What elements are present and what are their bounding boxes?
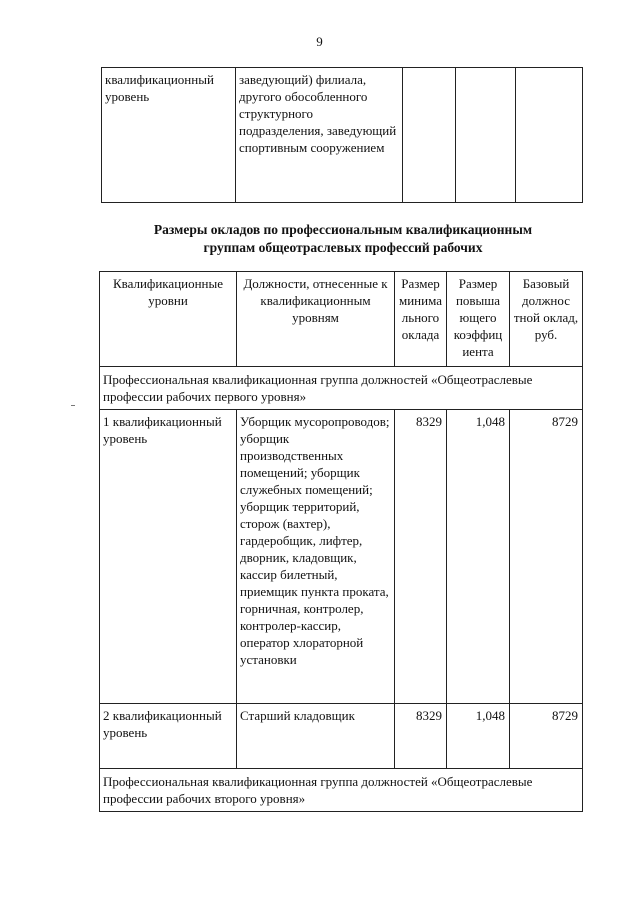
base-cell: 8729 — [510, 410, 583, 704]
group-row — [100, 367, 583, 410]
header-min-size: Размер минима льного оклада — [395, 272, 447, 367]
positions-cell: Уборщик мусоропроводов; уборщик производственных помещений; уборщик служебных помещений; уборщик территорий, сторож (вахтер), гардеробщик, лифтер, дворник, кладовщик, кассир билетный, приемщик пункта проката, горничная, контролер, контролер-кассир, оператор хлораторной установки — [237, 410, 395, 704]
empty-cell — [403, 68, 456, 203]
coef-cell: 1,048 — [447, 410, 510, 704]
coef-cell: 1,048 — [447, 704, 510, 769]
table-row — [100, 410, 583, 704]
base-cell: 8729 — [510, 704, 583, 769]
header-levels: Квалификационные уровни — [100, 272, 237, 367]
heading-line: группам общеотраслевых профессий рабочих — [203, 240, 483, 255]
group-title: Профессиональная квалификационная группа должностей «Общеотраслевые профессии рабочих первого уровня» — [100, 367, 583, 410]
level-cell: квалификационный уровень — [102, 68, 236, 203]
table-row — [102, 68, 583, 203]
level-cell: 1 квалификационный уровень — [100, 410, 237, 704]
group-title: Профессиональная квалификационная группа должностей «Общеотраслевые профессии рабочих второго уровня» — [100, 769, 583, 812]
header-row — [100, 272, 583, 367]
section-heading — [95, 221, 591, 257]
salary-table — [99, 271, 583, 812]
level-cell: 2 квалификационный уровень — [100, 704, 237, 769]
page-number: 9 — [316, 34, 323, 49]
empty-cell — [456, 68, 516, 203]
group-row — [100, 769, 583, 812]
position-cell: заведующий) филиала, другого обособленного структурного подразделения, заведующий спортивным сооружением — [236, 68, 403, 203]
header-positions: Должности, отнесенные к квалификационным уровням — [237, 272, 395, 367]
header-coef: Размер повыша ющего коэффиц иента — [447, 272, 510, 367]
min-size-cell: 8329 — [395, 410, 447, 704]
header-base: Базовый должнос тной оклад, руб. — [510, 272, 583, 367]
min-size-cell: 8329 — [395, 704, 447, 769]
heading-line: Размеры окладов по профессиональным квалификационным — [153, 222, 533, 237]
empty-cell — [516, 68, 583, 203]
table-row — [100, 704, 583, 769]
margin-mark — [71, 405, 75, 406]
continued-table — [101, 67, 583, 203]
positions-cell: Старший кладовщик — [237, 704, 395, 769]
